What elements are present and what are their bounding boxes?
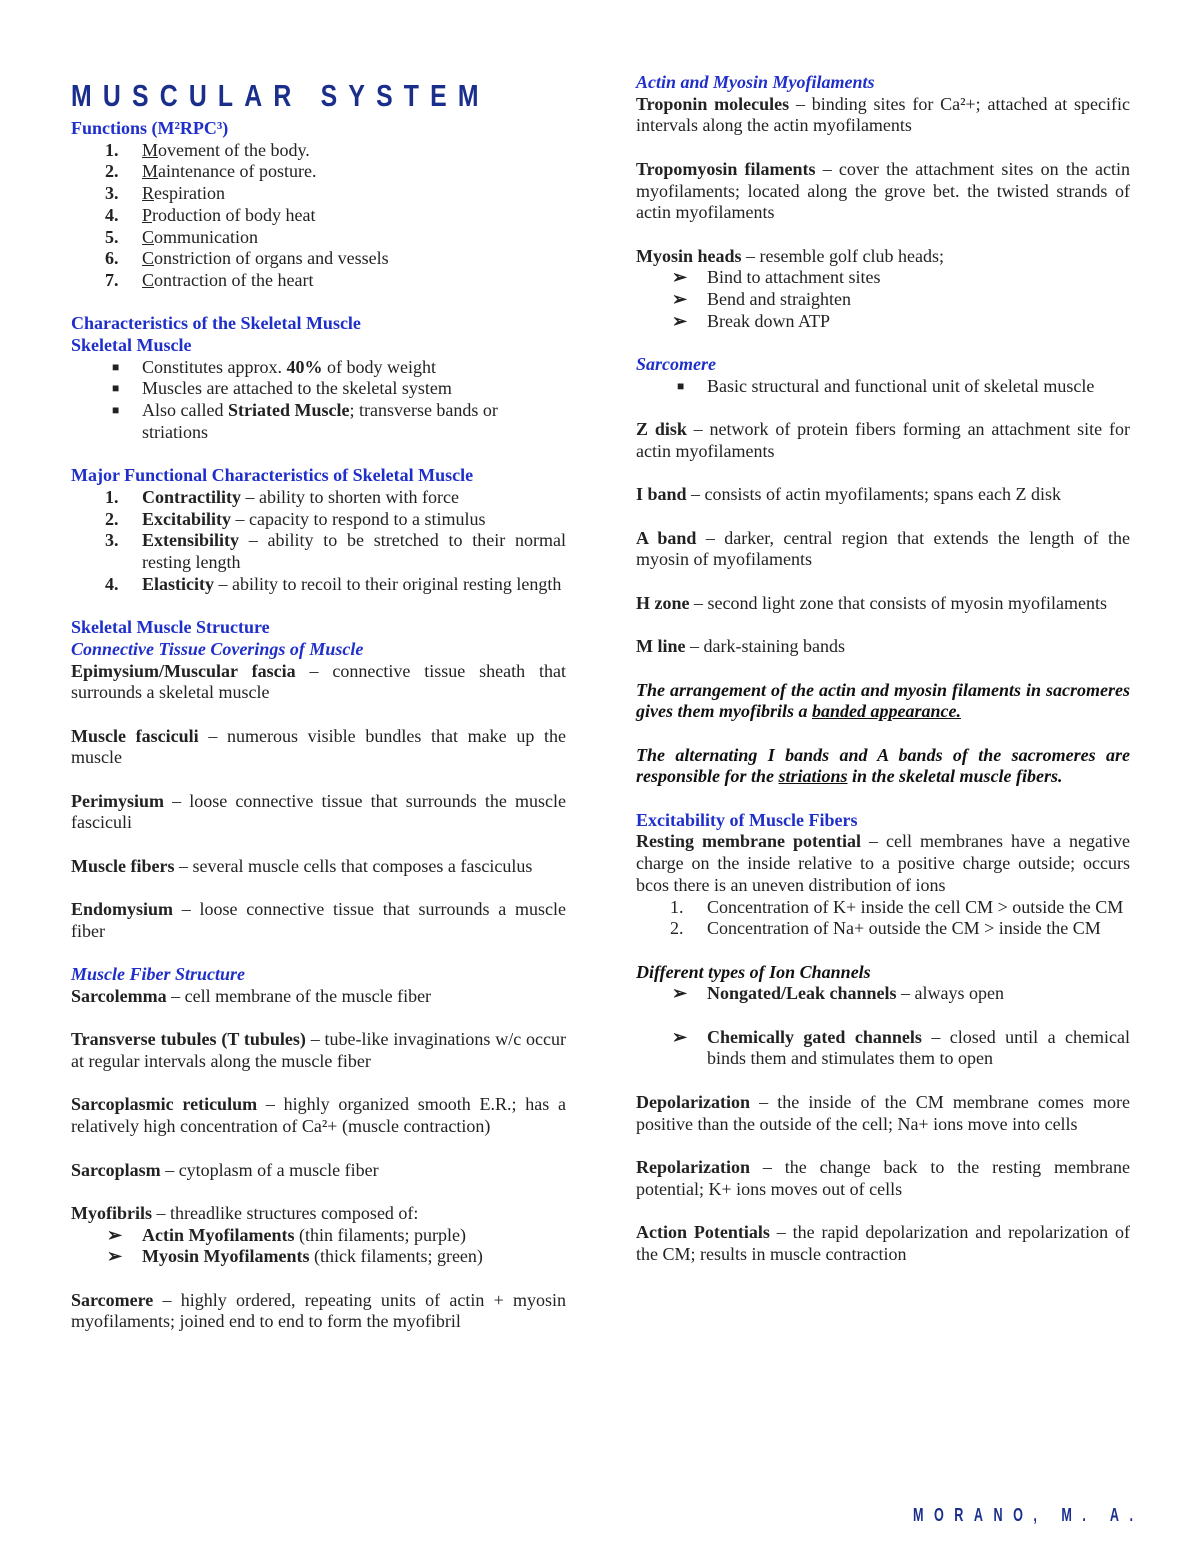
note-banded-appearance: The arrangement of the actin and myosin filaments in sacromeres gives them myofibrils a banded appearance. [636, 679, 1130, 722]
definition-troponin: Troponin molecules – binding sites for Ca²+; attached at specific intervals along the actin myofilaments [636, 93, 1130, 136]
list-item: 1. Concentration of K+ inside the cell CM > outside the CM [670, 896, 1124, 917]
skeletal-bullets [71, 357, 566, 444]
page-title: MUSCULAR SYSTEM [71, 78, 490, 113]
definition-sarcoplasm: Sarcoplasm – cytoplasm of a muscle fiber [71, 1159, 379, 1180]
ion-concentration-list [636, 897, 1130, 940]
definition-resting-potential: Resting membrane potential – cell membranes have a negative charge on the inside relative to a positive charge outside; occurs bcos there is an uneven distribution of ions [636, 831, 1130, 895]
definition-z-disk: Z disk – network of protein fibers forming an attachment site for actin myofilaments [636, 419, 1130, 461]
major-characteristics-list [71, 487, 566, 596]
note-striations: The alternating I bands and A bands of the sacromeres are responsible for the striations in the skeletal muscle fibers. [636, 744, 1130, 787]
list-item: 2. Maintenance of posture. [105, 161, 317, 182]
arrow-bullet-icon: ➢ [672, 310, 688, 331]
definition-epimysium: Epimysium/Muscular fascia – connective tissue sheath that surrounds a skeletal muscle [71, 660, 567, 703]
arrow-bullet-icon: ➢ [672, 267, 688, 288]
functions-list [71, 140, 566, 292]
list-item: 3. Extensibility – ability to be stretched to their normal resting length [105, 530, 566, 573]
skeletal-muscle-heading: Skeletal Muscle [71, 335, 192, 356]
characteristics-heading: Characteristics of the Skeletal Muscle [71, 313, 361, 334]
definition-sarcomere: Sarcomere – highly ordered, repeating units of actin + myosin myofilaments; joined end to end to form the myofibril [71, 1289, 566, 1332]
definition-perimysium: Perimysium – loose connective tissue that surrounds the muscle fasciculi [71, 790, 566, 833]
myofilament-list [71, 1225, 566, 1268]
ion-channels-heading: Different types of Ion Channels [636, 961, 871, 982]
arrow-bullet-icon: ➢ [107, 1246, 123, 1267]
list-item: ➢ Nongated/Leak channels – always open [672, 983, 1005, 1004]
definition-action-potentials: Action Potentials – the rapid depolarization and repolarization of the CM; results in muscle contraction [636, 1222, 1131, 1264]
arrow-bullet-icon: ➢ [672, 289, 688, 309]
definition-tropomyosin: Tropomyosin filaments – cover the attachment sites on the actin myofilaments; located along the grove bet. the twisted strands of actin myofilaments [636, 158, 1130, 223]
definition-a-band: A band – darker, central region that extends the length of the myosin of myofilaments [636, 527, 1130, 570]
arrow-bullet-icon: ➢ [672, 1026, 688, 1047]
functions-heading: Functions (M²RPC³) [71, 118, 229, 138]
list-item: 4. Elasticity – ability to recoil to their original resting length [105, 573, 562, 594]
list-item: 2. Excitability – capacity to respond to a stimulus [105, 508, 486, 529]
list-item: ➢ Break down ATP [672, 310, 830, 331]
list-item: ➢ Bind to attachment sites [672, 267, 881, 288]
list-item: ➢ Chemically gated channels – closed until a chemical binds them and stimulates them to open [672, 1026, 1130, 1069]
list-item: 2. Concentration of Na+ outside the CM > inside the CM [670, 918, 1101, 939]
myosin-heads-list [636, 267, 1130, 332]
definition-myosin-heads: Myosin heads – resemble golf club heads; [636, 245, 944, 266]
arrow-bullet-icon: ➢ [107, 1224, 123, 1245]
fiber-structure-heading: Muscle Fiber Structure [71, 964, 246, 985]
list-item: 5. Communication [105, 226, 258, 247]
right-column [636, 72, 1130, 1265]
sarcomere-heading: Sarcomere [636, 354, 716, 375]
actin-myosin-heading: Actin and Myosin Myofilaments [636, 72, 875, 92]
list-item: 6. Constriction of organs and vessels [105, 248, 389, 269]
list-item: 1. Contractility – ability to shorten with force [105, 486, 459, 507]
bullet-icon: ■ [112, 381, 120, 396]
definition-repolarization: Repolarization – the change back to the resting membrane potential; K+ ions moves out of cells [636, 1156, 1130, 1199]
list-item: ➢ Bend and straighten [672, 289, 851, 309]
definition-m-line: M line – dark-staining bands [636, 636, 845, 657]
definition-fasciculi: Muscle fasciculi – numerous visible bundles that make up the muscle [71, 725, 566, 768]
list-item: ■ Constitutes approx. 40% of body weight [112, 356, 436, 377]
definition-depolarization: Depolarization – the inside of the CM membrane comes more positive than the outside of the cell; Na+ ions move into cells [636, 1091, 1130, 1134]
definition-sarcoplasmic-reticulum: Sarcoplasmic reticulum – highly organized smooth E.R.; has a relatively high concentration of Ca²+ (muscle contraction) [71, 1094, 566, 1137]
definition-endomysium: Endomysium – loose connective tissue that surrounds a muscle fiber [71, 899, 566, 941]
bullet-icon: ■ [112, 359, 120, 374]
list-item: ■ Basic structural and functional unit of skeletal muscle [677, 375, 1095, 396]
list-item: ➢ Actin Myofilaments (thin filaments; purple) [107, 1224, 466, 1245]
left-column [71, 72, 566, 1333]
definition-sarcolemma: Sarcolemma – cell membrane of the muscle fiber [71, 986, 432, 1006]
ion-channels-list [636, 983, 1130, 1070]
definition-i-band: I band – consists of actin myofilaments; spans each Z disk [636, 484, 1061, 505]
list-item: 4. Production of body heat [105, 204, 316, 225]
list-item: ■ Also called Striated Muscle; transverse bands or striations [112, 400, 498, 442]
connective-heading: Connective Tissue Coverings of Muscle [71, 638, 364, 659]
list-item: 7. Contraction of the heart [105, 269, 314, 290]
definition-t-tubules: Transverse tubules (T tubules) – tube-like invaginations w/c occur at regular intervals along the muscle fiber [71, 1029, 566, 1072]
definition-h-zone: H zone – second light zone that consists of myosin myofilaments [636, 592, 1107, 613]
list-item: 3. Respiration [105, 183, 225, 204]
author-footer: MORANO, M. A. [913, 1505, 1144, 1525]
bullet-icon: ■ [112, 403, 120, 418]
sarcomere-bullets [636, 376, 1130, 398]
bullet-icon: ■ [677, 378, 685, 393]
list-item: 1. Movement of the body. [105, 139, 310, 160]
excitability-heading: Excitability of Muscle Fibers [636, 809, 858, 830]
list-item: ■ Muscles are attached to the skeletal system [112, 378, 452, 399]
definition-muscle-fibers: Muscle fibers – several muscle cells that composes a fasciculus [71, 855, 533, 876]
list-item: ➢ Myosin Myofilaments (thick filaments; green) [107, 1246, 483, 1267]
major-characteristics-heading: Major Functional Characteristics of Skeletal Muscle [71, 465, 474, 486]
structure-heading: Skeletal Muscle Structure [71, 617, 270, 638]
definition-myofibrils: Myofibrils – threadlike structures composed of: [71, 1202, 419, 1223]
arrow-bullet-icon: ➢ [672, 983, 688, 1004]
